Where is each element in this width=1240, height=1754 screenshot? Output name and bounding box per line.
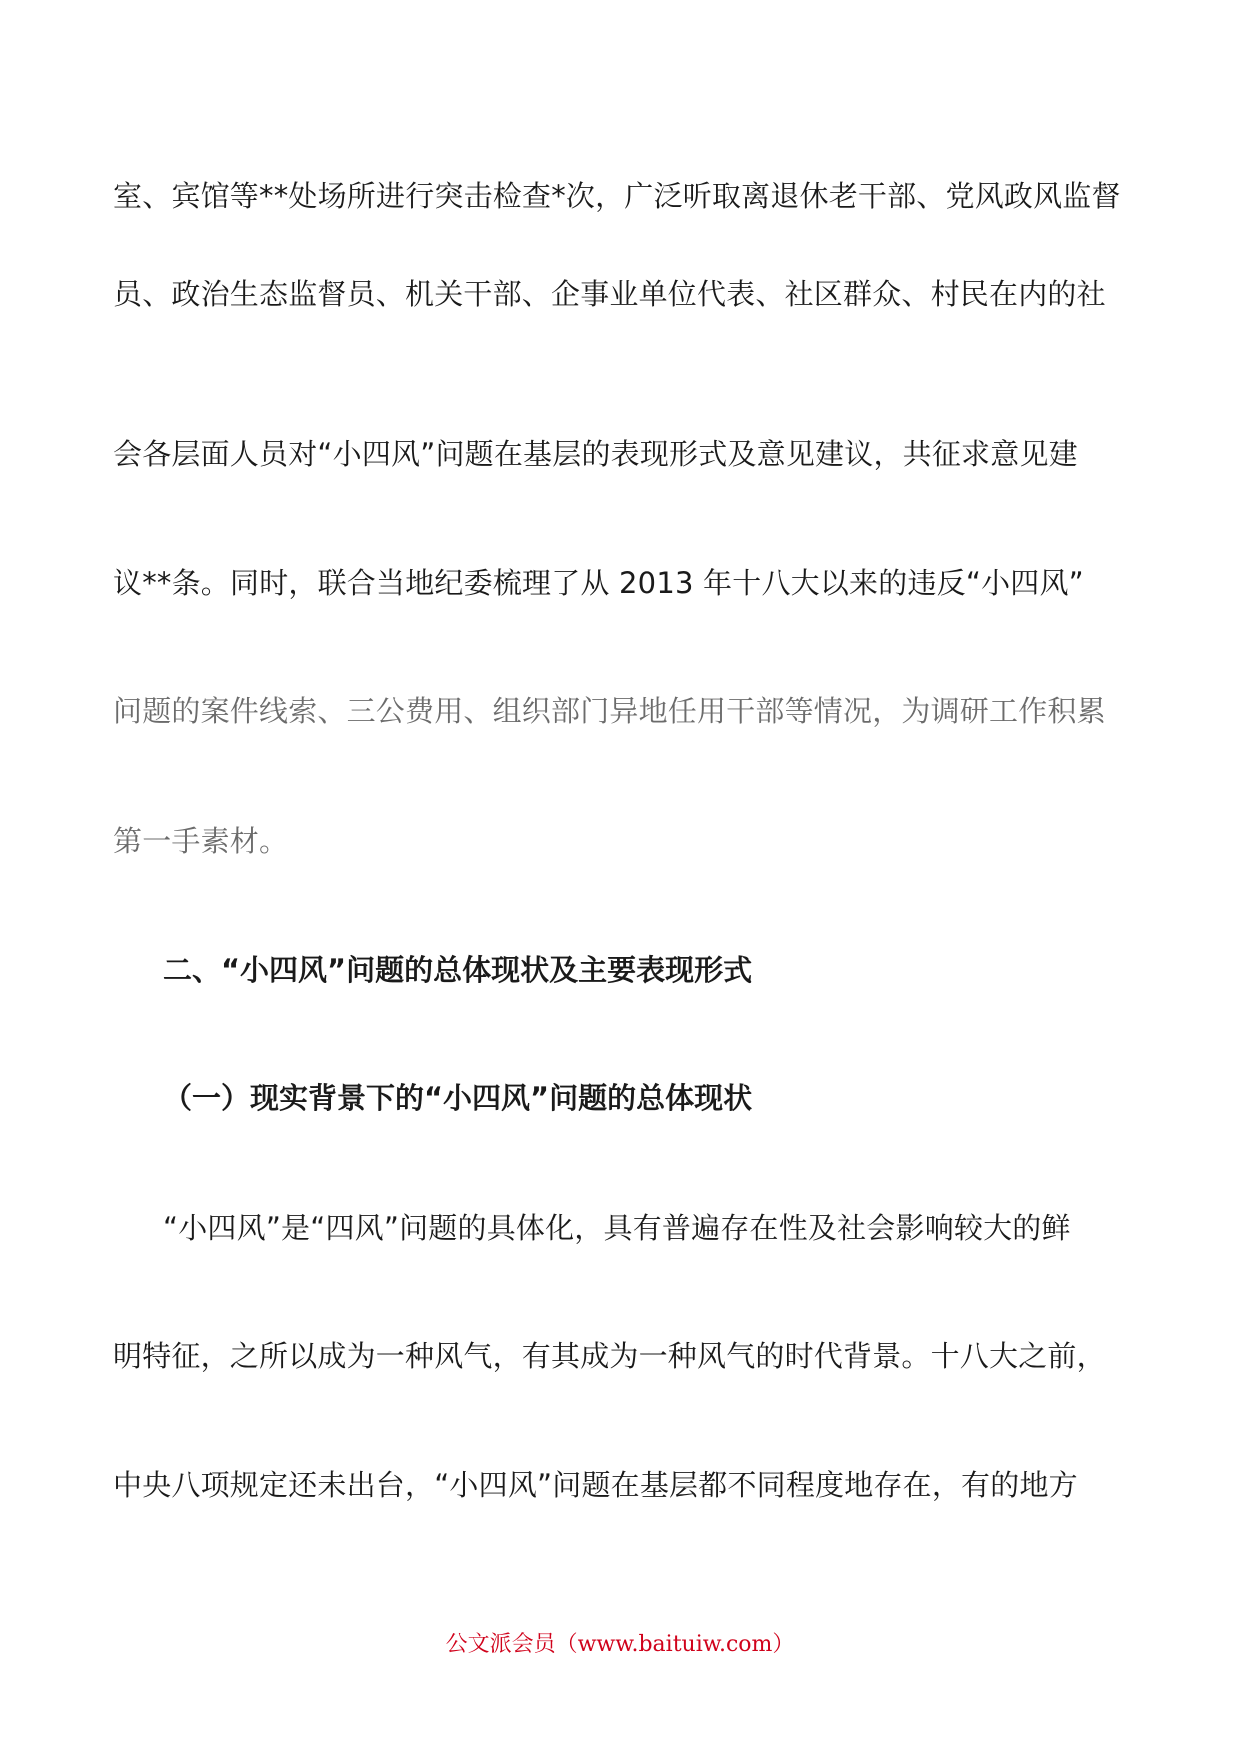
paragraph-line: “小四风”是“四风”问题的具体化，具有普遍存在性及社会影响较大的鲜 [163, 1211, 1071, 1245]
paragraph-line: 会各层面人员对“小四风”问题在基层的表现形式及意见建议，共征求意见建 [113, 437, 1078, 471]
paragraph-line: 议**条。同时，联合当地纪委梳理了从 2013 年十八大以来的违反“小四风” [113, 566, 1084, 600]
paragraph-line: 明特征，之所以成为一种风气，有其成为一种风气的时代背景。十八大之前， [113, 1339, 1106, 1373]
paragraph-line: 室、宾馆等**处场所进行突击检查*次，广泛听取离退休老干部、党风政风监督 [113, 179, 1121, 213]
footer-watermark: 公文派会员（www.baituiw.com） [445, 1632, 795, 1657]
paragraph-line: 问题的案件线索、三公费用、组织部门异地任用干部等情况，为调研工作积累 [113, 694, 1106, 728]
paragraph-line: 员、政治生态监督员、机关干部、企事业单位代表、社区群众、村民在内的社 [113, 277, 1106, 311]
section-heading: 二、“小四风”问题的总体现状及主要表现形式 [163, 953, 753, 987]
paragraph-line: 中央八项规定还未出台，“小四风”问题在基层都不同程度地存在，有的地方 [113, 1468, 1078, 1502]
paragraph-line: 第一手素材。 [113, 824, 289, 858]
subsection-heading: （一）现实背景下的“小四风”问题的总体现状 [163, 1081, 753, 1115]
